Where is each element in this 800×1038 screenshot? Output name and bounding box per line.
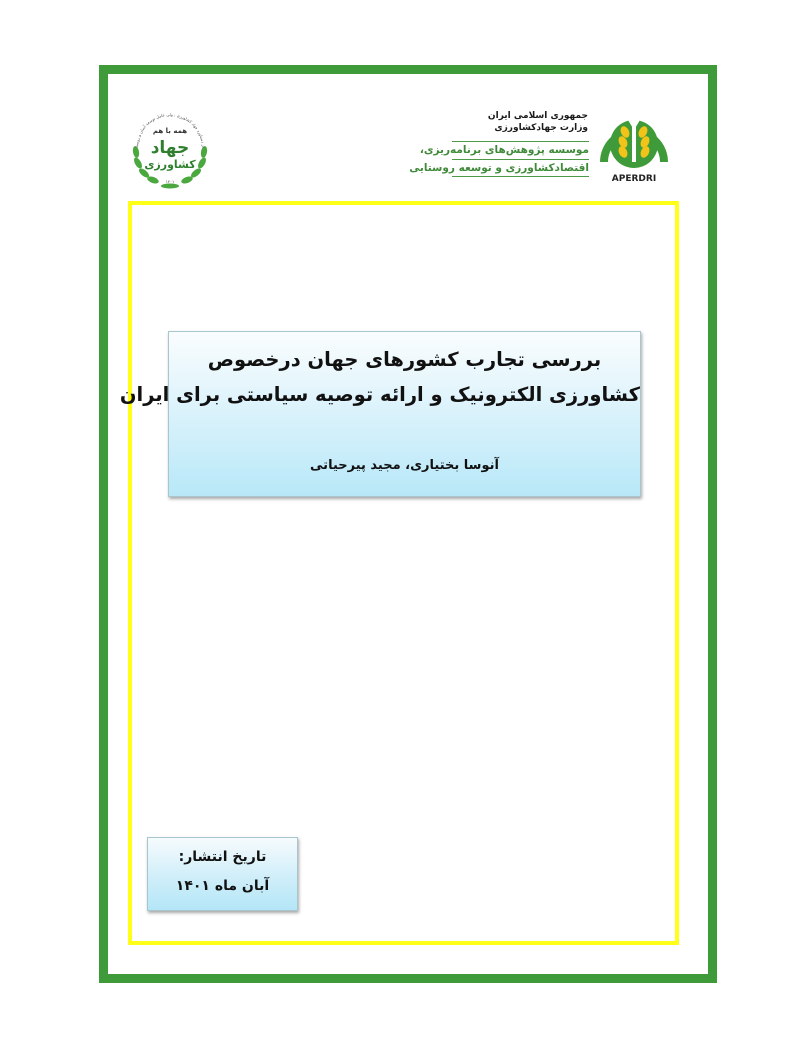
institute-name — [409, 141, 589, 177]
institute-top-rule — [452, 141, 589, 142]
title-line-2: کشاورزی الکترونیک و ارائه توصیه سیاستی برای ایران — [119, 383, 640, 406]
logo-year: ۱۴۰۱ — [165, 179, 175, 184]
logo-arc-text: از دستاورد جهاد کشاورزی ، ولی عامل توسعه آسان و روستا — [133, 111, 207, 148]
institute-bottom-rule — [452, 176, 589, 177]
institute-mid-rule — [452, 159, 589, 160]
title-line-1: بررسی تجارب کشورهای جهان درخصوص — [207, 348, 602, 371]
title-box — [119, 331, 641, 497]
logo-slogan: همه با هم — [152, 127, 188, 135]
authors: آنوسا بختیاری، مجید پیرحیاتی — [310, 458, 499, 473]
jahad-keshavarzi-logo — [128, 106, 212, 190]
ministry-line: وزارت جهادکشاورزی — [494, 123, 588, 133]
institute-line1: موسسه پژوهش‌های برنامه‌ریزی، — [419, 144, 589, 156]
aperdri-label: APERDRI — [611, 174, 657, 184]
logo-word-jahad: جهاد — [150, 138, 190, 158]
publication-date-box — [147, 837, 298, 911]
gov-line: جمهوری اسلامی ایران — [487, 111, 588, 121]
logo-word-keshavarzi: کشاورزی — [144, 158, 196, 171]
publication-date-value: آبان ماه ۱۴۰۱ — [175, 878, 270, 894]
ministry-header — [488, 110, 588, 134]
aperdri-logo — [592, 104, 676, 188]
institute-line2: اقتصادکشاورزی و توسعه روستایی — [409, 162, 589, 174]
inner-yellow-frame — [119, 201, 679, 945]
publication-date-label: تاریخ انتشار: — [178, 849, 267, 865]
